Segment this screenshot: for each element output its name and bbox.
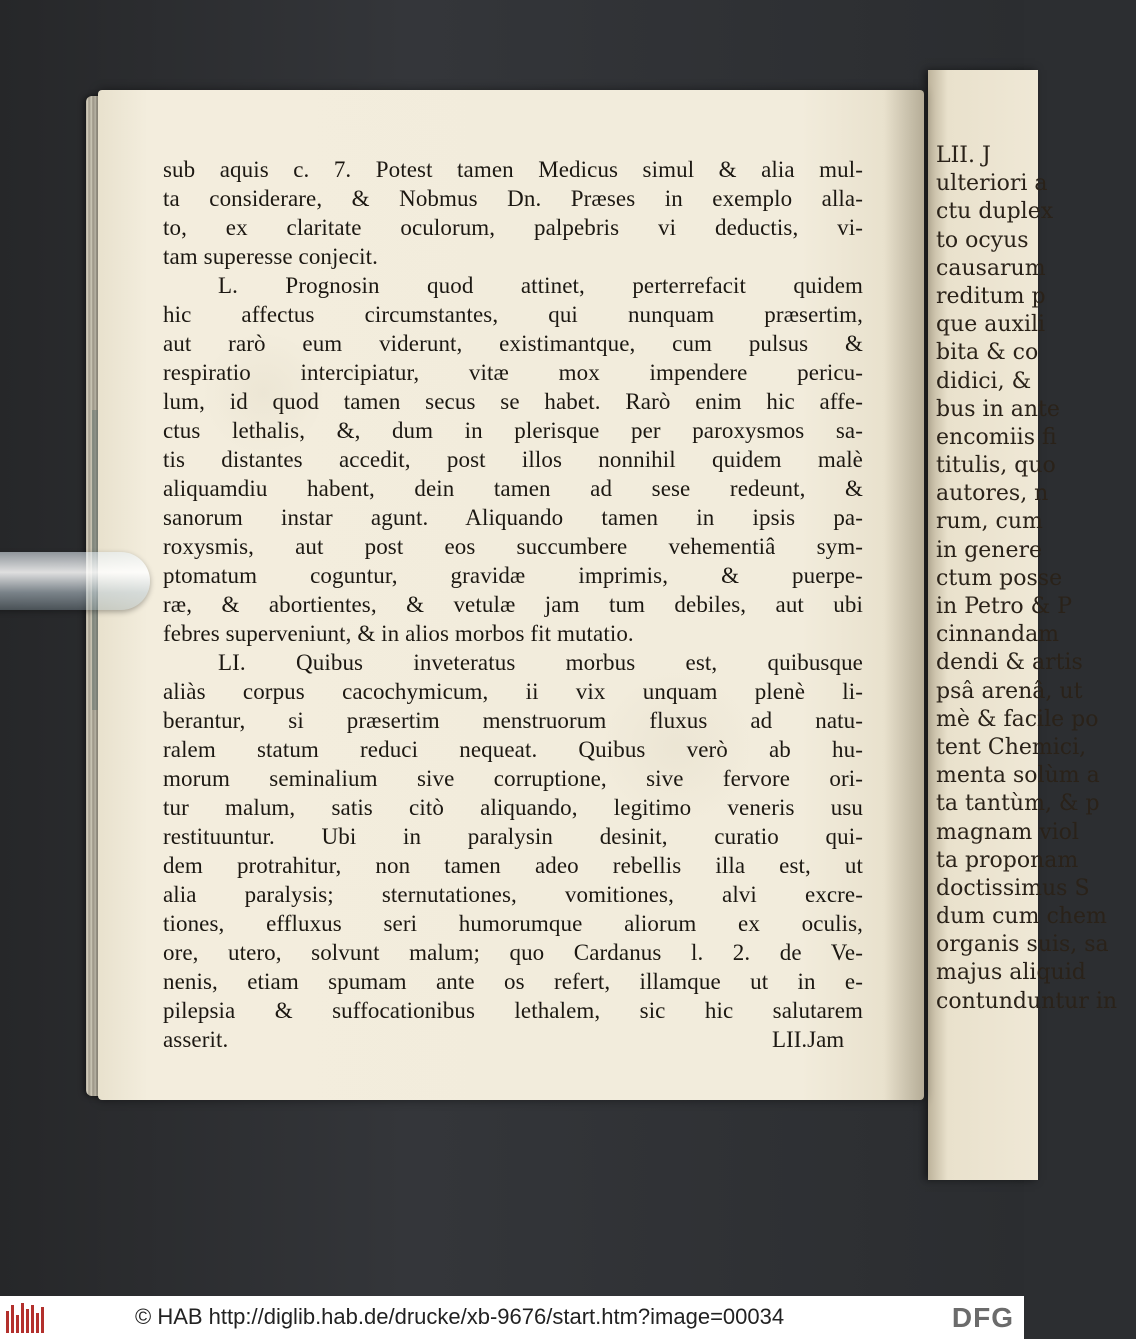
text-line: tiones, effluxus seri humorumque aliorum ex oculis, xyxy=(163,911,863,936)
hab-logo-icon xyxy=(6,1303,44,1333)
text-line: asserit. xyxy=(163,1027,229,1052)
right-page-line: tent Chemici, xyxy=(936,734,1087,760)
right-page-line: titulis, quo xyxy=(936,453,1056,479)
right-page-line: in Petro & P xyxy=(936,594,1073,619)
text-line: morum seminalium sive corruptione, sive fervore ori- xyxy=(163,766,863,791)
right-page-line: mè & facile po xyxy=(936,706,1099,732)
right-page-line: to ocyus xyxy=(936,227,1029,253)
text-line: tur malum, satis citò aliquando, legitimo veneris usu xyxy=(163,795,863,820)
text-line: sanorum instar agunt. Aliquando tamen in ipsis pa- xyxy=(163,505,863,530)
text-line: hic affectus circumstantes, qui nunquam præsertim, xyxy=(163,302,863,327)
right-page-line: organis suis, sa xyxy=(936,932,1109,958)
text-line: restituuntur. Ubi in paralysin desinit, curatio qui- xyxy=(163,824,863,849)
text-line: ræ, & abortientes, & vetulæ jam tum debiles, aut ubi xyxy=(163,592,863,617)
right-page-line: doctissimus S xyxy=(936,875,1090,901)
text-line: pilepsia & suffocationibus lethalem, sic hic salutarem xyxy=(163,998,863,1023)
gutter-shadow xyxy=(884,90,924,1100)
right-page-line: contunduntur in xyxy=(936,988,1118,1014)
right-page-line: magnam viol xyxy=(936,819,1079,845)
footer-copyright-link[interactable]: © HAB http://diglib.hab.de/drucke/xb-9676/start.htm?image=00034 xyxy=(135,1304,785,1329)
right-page-line: bus in ante xyxy=(936,396,1060,422)
page-body-text xyxy=(163,155,863,1054)
text-line: LI. Quibus inveteratus morbus est, quibusque xyxy=(218,650,863,675)
text-line: respiratio intercipiatur, vitæ mox impendere pericu- xyxy=(163,360,863,385)
right-page-line: autores, n xyxy=(936,481,1049,507)
right-page-line: reditum p xyxy=(936,283,1046,309)
text-line: aut rarò eum viderunt, existimantque, cum pulsus & xyxy=(163,331,863,356)
right-page-text xyxy=(936,142,1136,1016)
text-line: to, ex claritate oculorum, palpebris vi deductis, vi- xyxy=(163,215,863,240)
text-line: sub aquis c. 7. Potest tamen Medicus simul & alia mul- xyxy=(163,157,863,182)
dfg-logo: DFG xyxy=(951,1302,1014,1333)
text-line: alia paralysis; sternutationes, vomitiones, alvi excre- xyxy=(163,882,863,907)
text-line: tis distantes accedit, post illos nonnihil quidem malè xyxy=(163,447,863,472)
text-line: aliàs corpus cacochymicum, ii vix unquam plenè li- xyxy=(163,679,863,704)
text-line: aliquamdiu habent, dein tamen ad sese redeunt, & xyxy=(163,476,863,501)
right-page-line: cinnandam xyxy=(936,622,1060,648)
scanner-glass-strip xyxy=(0,552,150,610)
text-line: L. Prognosin quod attinet, perterrefacit quidem xyxy=(218,273,863,298)
text-line: ta considerare, & Nobmus Dn. Præses in exemplo alla- xyxy=(163,186,863,211)
text-line: dem protrahitur, non tamen adeo rebellis illa est, ut xyxy=(163,853,863,878)
right-page-line: causarum xyxy=(936,255,1046,281)
right-page-line: in genere xyxy=(936,537,1043,563)
right-page-line: dum cum chem xyxy=(936,904,1107,930)
right-page-line: majus aliquid xyxy=(936,960,1086,986)
right-page-line: menta solùm a xyxy=(936,763,1100,789)
right-page-line: encomiis fi xyxy=(936,424,1057,450)
text-line: ptomatum coguntur, gravidæ imprimis, & puerpe- xyxy=(163,563,863,588)
text-line: ralem statum reduci nequeat. Quibus verò ab hu- xyxy=(163,737,863,762)
text-line: ore, utero, solvunt malum; quo Cardanus l. 2. de Ve- xyxy=(163,940,863,965)
right-page-line: ta proponam xyxy=(936,847,1079,873)
text-line: ctus lethalis, &, dum in plerisque per paroxysmos sa- xyxy=(163,418,863,443)
right-page-line: didici, & xyxy=(936,368,1032,394)
footer-bar xyxy=(0,1296,1024,1339)
right-page-line: ulteriori a xyxy=(936,171,1048,197)
text-line: roxysmis, aut post eos succumbere vehementiâ sym- xyxy=(163,534,863,559)
text-line: lum, id quod tamen secus se habet. Rarò enim hic affe- xyxy=(163,389,863,414)
right-page-fragment xyxy=(928,70,1118,1180)
right-page-line: psâ arenâ, ut xyxy=(936,678,1083,704)
text-line: febres superveniunt, & in alios morbos fit mutatio. xyxy=(163,621,634,646)
right-page-line: ta tantùm, & p xyxy=(936,791,1100,817)
catchword: LII.Jam xyxy=(772,1027,845,1052)
right-page-line: LII. J xyxy=(936,143,991,168)
right-page-line: ctum posse xyxy=(936,565,1063,591)
right-page-line: que auxili xyxy=(936,312,1046,338)
text-line: nenis, etiam spumam ante os refert, illamque ut in e- xyxy=(163,969,863,994)
text-line: tam superesse conjecit. xyxy=(163,244,378,269)
right-page-line: ctu duplex xyxy=(936,199,1054,225)
right-page-line: rum, cum xyxy=(936,509,1043,535)
right-page-line: dendi & artis xyxy=(936,650,1083,676)
text-line: berantur, si præsertim menstruorum fluxus ad natu- xyxy=(163,708,863,733)
right-page-line: bita & co xyxy=(936,340,1039,366)
